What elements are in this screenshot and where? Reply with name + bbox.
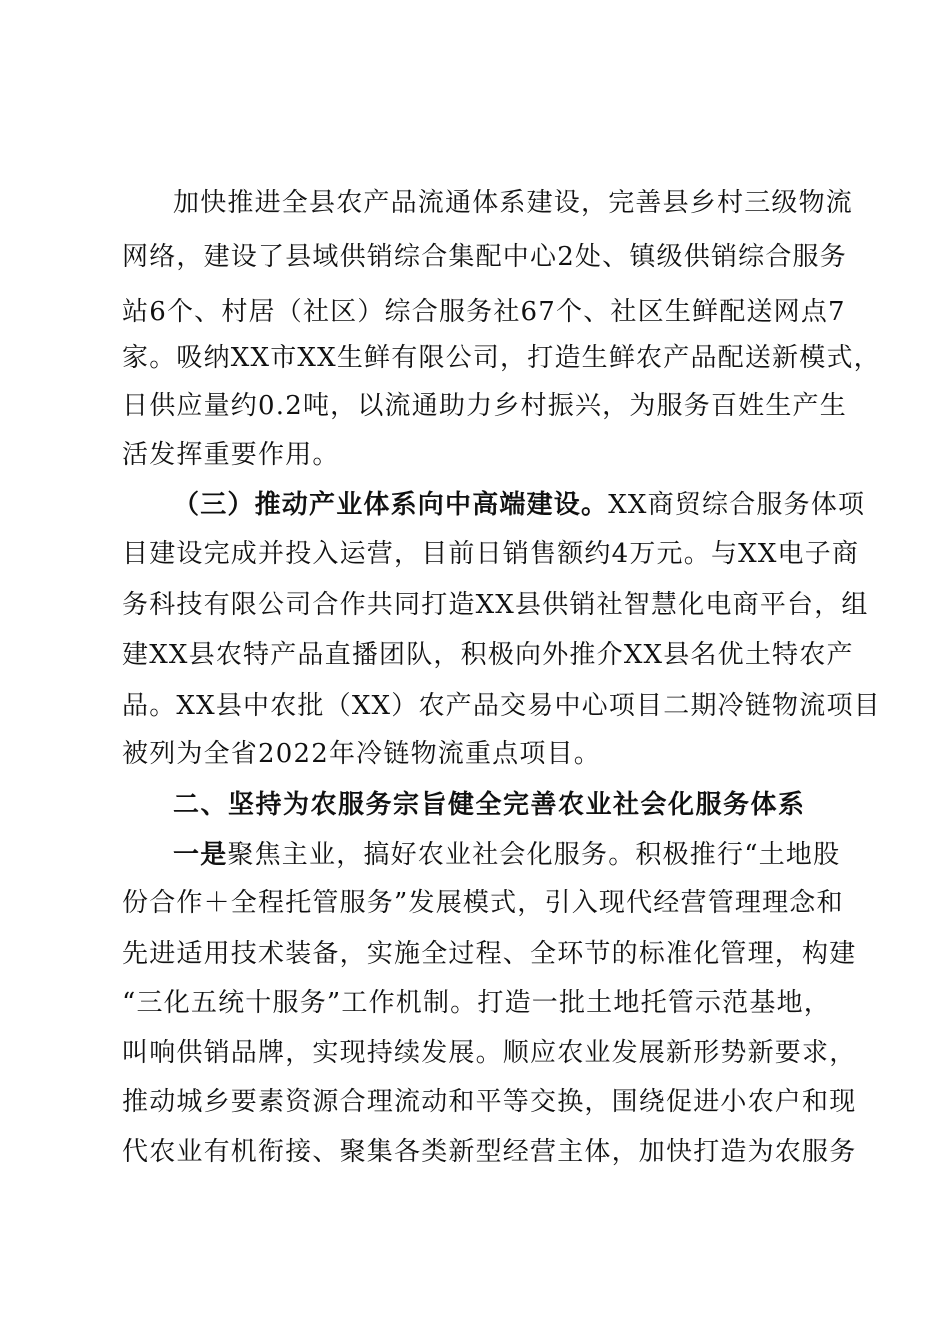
paragraph-line: 先进适用技术装备，实施全过程、全环节的标准化管理，构建 (122, 939, 857, 969)
paragraph-line-rest: XX商贸综合服务体项 (608, 490, 866, 520)
paragraph-line: 日供应量约0.2吨，以流通助力乡村振兴，为服务百姓生产生 (122, 391, 847, 421)
paragraph-line: 加快推进全县农产品流通体系建设，完善县乡村三级物流 (173, 188, 854, 218)
paragraph-line: 家。吸纳XX市XX生鲜有限公司，打造生鲜农产品配送新模式， (122, 343, 881, 373)
paragraph-line: 份合作＋全程托管服务”发展模式，引入现代经营管理理念和 (122, 888, 844, 918)
paragraph-line: 目建设完成并投入运营，目前日销售额约4万元。与XX电子商 (122, 539, 860, 569)
paragraph-lead-bold: 一是 (173, 840, 228, 870)
paragraph-line: 叫响供销品牌，实现持续发展。顺应农业发展新形势新要求， (122, 1038, 857, 1068)
paragraph-lead-heading: （三）推动产业体系向中高端建设。 (173, 490, 609, 520)
paragraph-line: 品。XX县中农批（XX）农产品交易中心项目二期冷链物流项目 (122, 691, 881, 721)
paragraph-line: “三化五统十服务”工作机制。打造一批土地托管示范基地， (122, 988, 831, 1018)
paragraph-line: 务科技有限公司合作共同打造XX县供销社智慧化电商平台，组 (122, 590, 869, 620)
paragraph-line: 站6个、村居（社区）综合服务社67个、社区生鲜配送网点7 (122, 297, 846, 327)
paragraph-first-line (173, 838, 840, 872)
section-heading: 二、坚持为农服务宗旨健全完善农业社会化服务体系 (173, 790, 806, 820)
paragraph-line: 网络，建设了县域供销综合集配中心2处、镇级供销综合服务 (122, 242, 847, 272)
paragraph-line: 推动城乡要素资源合理流动和平等交换，围绕促进小农户和现 (122, 1087, 857, 1117)
paragraph-line: 被列为全省2022年冷链物流重点项目。 (122, 739, 601, 769)
paragraph-line-rest: 聚焦主业，搞好农业社会化服务。积极推行“土地股 (227, 840, 841, 870)
paragraph-line: 建XX县农特产品直播团队，积极向外推介XX县名优土特农产 (122, 640, 854, 670)
paragraph-line: 活发挥重要作用。 (122, 440, 340, 470)
paragraph-line: 代农业有机衔接、聚集各类新型经营主体，加快打造为农服务 (122, 1137, 857, 1167)
paragraph-first-line (173, 488, 865, 522)
